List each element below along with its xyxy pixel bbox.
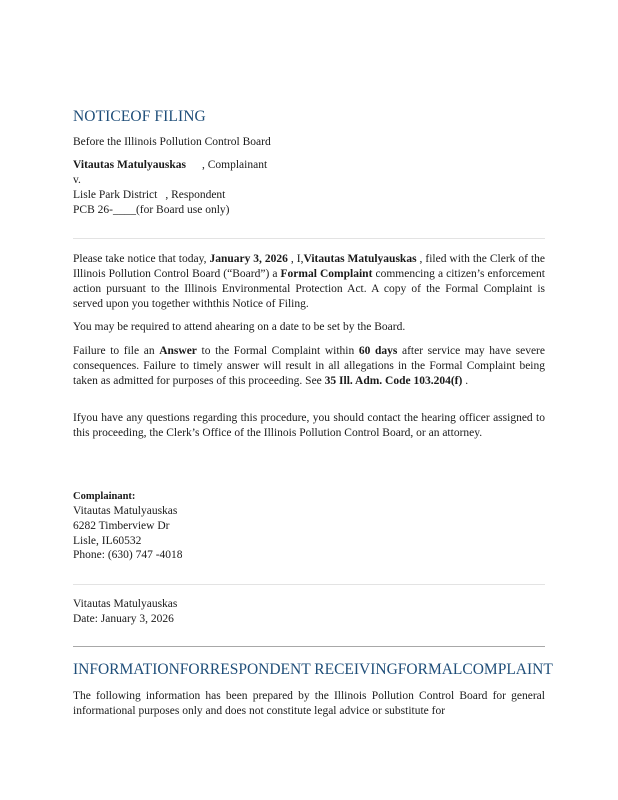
filer-name: Vitautas Matulyauskas bbox=[303, 253, 417, 265]
rule-citation: 35 Ill. Adm. Code 103.204(f) bbox=[324, 375, 463, 387]
complainant-name: Vitautas Matulyauskas bbox=[73, 159, 186, 171]
respondent-role: , Respondent bbox=[165, 189, 226, 201]
section-divider bbox=[73, 646, 545, 647]
notice-paragraph-2: You may be required to attend ahearing on a date to be set by the Board. bbox=[73, 321, 406, 333]
complainant-name-line: Vitautas Matulyauskas bbox=[73, 505, 178, 517]
versus: v. bbox=[73, 174, 81, 186]
respondent-name: Lisle Park District bbox=[73, 189, 158, 201]
notice-title: NOTICEOF FILING bbox=[73, 108, 206, 125]
complainant-street: 6282 Timberview Dr bbox=[73, 520, 170, 532]
info-paragraph: The following information has been prepared by the Illinois Pollution Control Board for general informational purposes only and does not constitute legal advice or substitute for bbox=[73, 690, 545, 717]
document-type: Formal Complaint bbox=[280, 268, 373, 280]
complainant-caption bbox=[73, 158, 267, 173]
complainant-city: Lisle, IL60532 bbox=[73, 535, 142, 547]
answer-term: Answer bbox=[159, 345, 197, 357]
signature-name: Vitautas Matulyauskas bbox=[73, 598, 178, 610]
divider bbox=[73, 584, 545, 585]
complainant-phone: Phone: (630) 747 -4018 bbox=[73, 549, 183, 561]
case-number: PCB 26-____(for Board use only) bbox=[73, 204, 230, 216]
respondent-caption bbox=[73, 188, 225, 203]
signature-date: Date: January 3, 2026 bbox=[73, 613, 174, 625]
divider bbox=[73, 238, 545, 239]
board-line: Before the Illinois Pollution Control Board bbox=[73, 136, 271, 148]
deadline-days: 60 days bbox=[358, 345, 398, 357]
complainant-role: , Complainant bbox=[202, 159, 268, 171]
notice-paragraph-3: Failure to file an Answer to the Formal Complaint within 60 days after service may have severe consequences. Failure to timely answer will result in all allegations in the Formal Complaint being taken as admitted for purposes of this proceeding. See 35 Ill. Adm. Code 103.204(f) . bbox=[73, 345, 545, 387]
notice-paragraph-1: Please take notice that today, January 3, 2026 , I,Vitautas Matulyauskas , filed with the Clerk of the Illinois Pollution Control Board (“Board”) a Formal Complaint commencing a citizen’s enforcement action pursuant to the Illinois Environmental Protection Act. A copy of the Formal Complaint is served upon you together withthis Notice of Filing. bbox=[73, 253, 546, 310]
complainant-label: Complainant: bbox=[73, 491, 136, 502]
filing-date: January 3, 2026 bbox=[209, 253, 288, 265]
notice-paragraph-4: Ifyou have any questions regarding this procedure, you should contact the hearing officer assigned to this proceeding, the Clerk’s Office of the Illinois Pollution Control Board, or an attorney. bbox=[73, 412, 545, 439]
info-heading: INFORMATIONFORRESPONDENT RECEIVINGFORMALCOMPLAINT bbox=[73, 661, 553, 678]
